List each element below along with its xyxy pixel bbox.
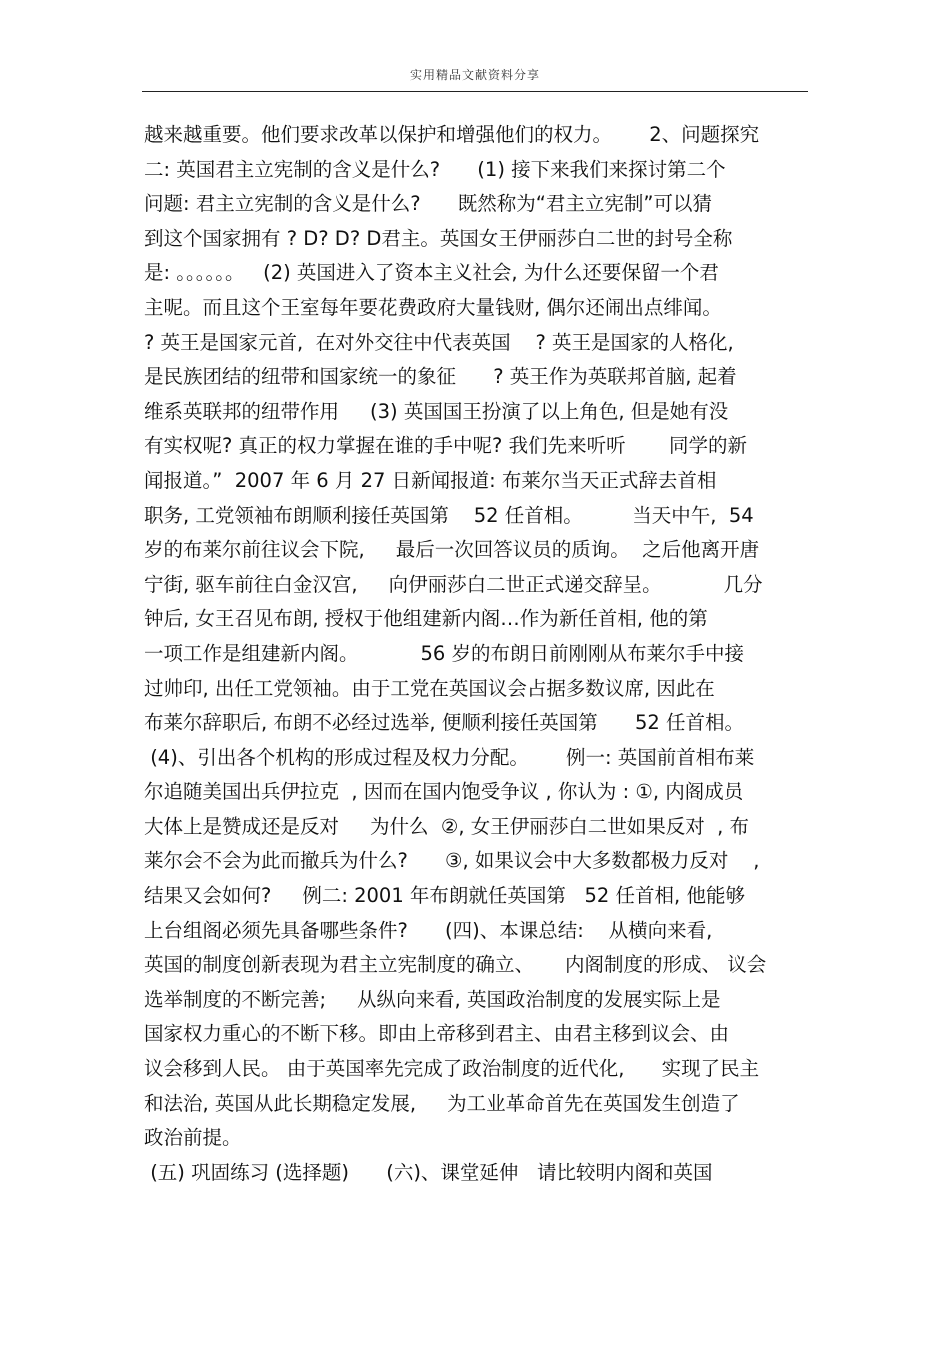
body-line: 钟后, 女王召见布朗, 授权于他组建新内阁…作为新任首相, 他的第 xyxy=(144,607,708,631)
page-header: 实用精品文献资料分享 xyxy=(409,68,540,82)
body-line: 是民族团结的纽带和国家统一的象征 ? 英王作为英联邦首脑, 起着 xyxy=(144,365,737,389)
body-line: 政治前提。 xyxy=(144,1126,242,1150)
body-line: ? 英王是国家元首, 在对外交往中代表英国 ? 英王是国家的人格化, xyxy=(144,330,734,354)
body-line: (五) 巩固练习 (选择题) (六)、课堂延伸 请比较明内阁和英国 xyxy=(144,1160,713,1184)
document-body xyxy=(144,118,824,1190)
body-line: 闻报道。” 2007 年 6 月 27 日新闻报道: 布莱尔当天正式辞去首相 xyxy=(144,468,717,492)
body-line: 和法治, 英国从此长期稳定发展, 为工业革命首先在英国发生创造了 xyxy=(144,1091,740,1115)
header-divider xyxy=(142,91,808,92)
body-line: 选举制度的不断完善; 从纵向来看, 英国政治制度的发展实际上是 xyxy=(144,987,721,1011)
body-line: 越来越重要。他们要求改革以保护和增强他们的权力。 2、问题探究 xyxy=(144,123,760,146)
body-line: 岁的布莱尔前往议会下院, 最后一次回答议员的质询。 之后他离开唐 xyxy=(144,538,760,562)
body-line: 过帅印, 出任工党领袖。由于工党在英国议会占据多数议席, 因此在 xyxy=(144,676,715,700)
body-line: 到这个国家拥有 ? D? D? D君主。英国女王伊丽莎白二世的封号全称 xyxy=(144,226,733,250)
body-line: 议会移到人民。 由于英国率先完成了政治制度的近代化, 实现了民主 xyxy=(144,1057,760,1081)
body-line: 有实权呢? 真正的权力掌握在谁的手中呢? 我们先来听听 同学的新 xyxy=(144,434,747,458)
body-line: 上台组阁必须先具备哪些条件? (四)、本课总结: 从横向来看, xyxy=(144,918,713,942)
body-line: 宁街, 驱车前往白金汉宫, 向伊丽莎白二世正式递交辞呈。 几分 xyxy=(144,572,763,596)
body-line: 大体上是赞成还是反对 为什么 ②, 女王伊丽莎白二世如果反对 , 布 xyxy=(144,814,750,838)
body-line: 莱尔会不会为此而撤兵为什么? ③, 如果议会中大多数都极力反对 , xyxy=(144,849,760,873)
body-line: 布莱尔辞职后, 布朗不必经过选举, 便顺利接任英国第 52 任首相。 xyxy=(144,711,744,735)
body-line: 是: 。。。。。。 (2) 英国进入了资本主义社会, 为什么还要保留一个君 xyxy=(144,261,719,285)
body-line: 主呢。而且这个王室每年要花费政府大量钱财, 偶尔还闹出点绯闻。 xyxy=(144,295,722,319)
body-line: 问题: 君主立宪制的含义是什么? 既然称为“君主立宪制”可以猜 xyxy=(144,192,713,216)
body-line: 尔追随美国出兵伊拉克 , 因而在国内饱受争议 , 你认为 : ①, 内阁成员 xyxy=(144,780,744,804)
body-line: (4)、引出各个机构的形成过程及权力分配。 例一: 英国前首相布莱 xyxy=(144,745,755,769)
body-line: 职务, 工党领袖布朗顺利接任英国第 52 任首相。 当天中午, 54 xyxy=(144,503,754,527)
body-line: 英国的制度创新表现为君主立宪制度的确立、 内阁制度的形成、 议会 xyxy=(144,953,767,977)
body-line: 维系英联邦的纽带作用 (3) 英国国王扮演了以上角色, 但是她有没 xyxy=(144,399,729,423)
body-line: 一项工作是组建新内阁。 56 岁的布朗日前刚刚从布莱尔手中接 xyxy=(144,641,744,665)
body-line: 结果又会如何? 例二: 2001 年布朗就任英国第 52 任首相, 他能够 xyxy=(144,884,745,908)
body-line: 国家权力重心的不断下移。即由上帝移到君主、由君主移到议会、由 xyxy=(144,1022,730,1046)
body-line: 二: 英国君主立宪制的含义是什么? (1) 接下来我们来探讨第二个 xyxy=(144,157,726,181)
